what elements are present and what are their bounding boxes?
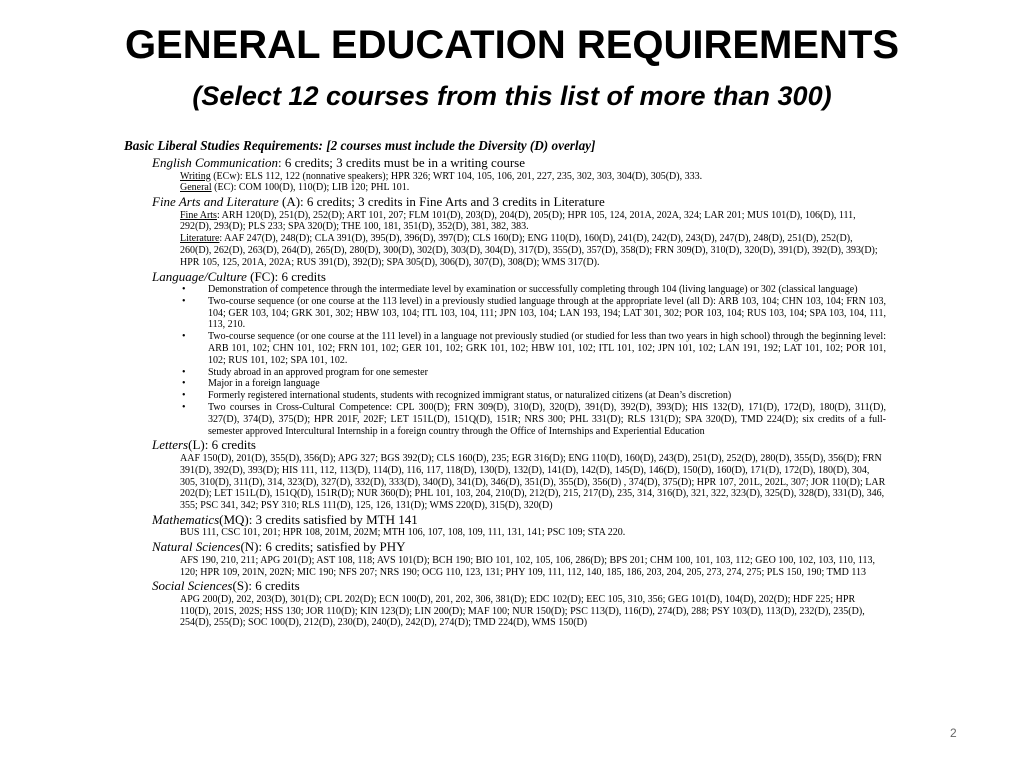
- section-credits: (MQ): 3 credits satisfied by MTH 141: [219, 511, 418, 527]
- section-name: Letters: [152, 437, 189, 453]
- general-courses: [180, 182, 886, 194]
- section-credits: (L): 6 credits: [188, 437, 256, 453]
- section-credits: (FC): 6 credits: [246, 268, 326, 284]
- section-letters: [152, 437, 886, 511]
- section-heading: [152, 194, 886, 210]
- section-heading: [152, 269, 886, 285]
- requirements-document: [124, 138, 886, 629]
- list-item: • Demonstration of competence through the intermediate level by examination or successfully completing through 104 (living language) or 302 (classical language): [180, 284, 886, 296]
- writing-label: Writing: [180, 170, 211, 182]
- literature-label: Literature: [180, 233, 220, 245]
- section-english-communication: [152, 155, 886, 194]
- social-sciences-courses: APG 200(D), 202, 203(D), 301(D); CPL 202(D); ECN 100(D), 201, 202, 306, 381(D); EDC 102(D); EEC 105, 310, 356; GEG 101(D), 104(D), 202(D); HDF 225; HPR 110(D), 201S, 202S; HSS 130; JOR 110(D); KIN 123(D); LIN 200(D); MAF 100; NUR 150(D); PSC 113(D), 116(D), 274(D), 288; PSY 103(D), 113(D), 232(D), 235(D), 254(D), 255(D); SOC 100(D), 212(D), 230(D), 240(D), 242(D), 274(D); TMD 224(D), WMS 150(D): [180, 593, 865, 629]
- section-name: English Communication: [152, 155, 279, 170]
- general-label: General: [180, 182, 212, 194]
- section-heading: [152, 539, 886, 555]
- fine-arts-text: : ARH 120(D), 251(D), 252(D); ART 101, 207; FLM 101(D), 203(D), 204(D), 205(D); HPR 105, 124, 201A, 202A, 324; LAR 201; MUS 101(D), 106(D), 111, 292(D), 293(D); PLS 233; SPA 320(D); THE 100, 181, 351(D), 352(D), 381, 382, 383.: [180, 209, 856, 233]
- mathematics-courses: BUS 111, CSC 101, 201; HPR 108, 201M, 202M; MTH 106, 107, 108, 109, 111, 131, 141; PSC 109; STA 220.: [180, 527, 626, 539]
- section-name: Social Sciences: [152, 578, 233, 594]
- slide-subtitle: (Select 12 courses from this list of more than 300): [192, 81, 832, 111]
- section-heading: [152, 578, 886, 594]
- fine-arts-courses: [180, 210, 886, 234]
- list-item: • Two-course sequence (or one course at the 113 level) in a previously studied language through at the appropriate level (all D): ARB 103, 104; CHN 103, 104; FRN 103, 104; GER 103, 104; GRK 301, 302; HBW 103, 104; ITL 103, 104, 111; JPN 103, 104; LAN 193, 194; LAT 301, 302; POR 103, 104; RUS 103, 104; SPA 103, 104, 111, 113, 210.: [180, 296, 886, 331]
- page-number: 2: [950, 726, 957, 740]
- list-item: • Formerly registered international students, students with recognized immigrant status, or naturalized citizens (at Dean’s discretion): [180, 390, 886, 402]
- section-name: Natural Sciences: [152, 539, 241, 555]
- section-fine-arts-literature: [152, 194, 886, 268]
- list-item: • Study abroad in an approved program for one semester: [180, 367, 886, 379]
- section-name: Language/Culture: [152, 268, 247, 284]
- fine-arts-label: Fine Arts: [180, 209, 217, 221]
- section-heading: [152, 437, 886, 453]
- letters-courses: AAF 150(D), 201(D), 355(D), 356(D); APG 327; BGS 392(D); CLS 160(D), 235; EGR 316(D); ENG 110(D), 160(D), 243(D), 251(D), 252(D), 280(D), 355(D), 356(D); FRN 391(D), 392(D), 393(D); HIS 111, 112, 113(D), 114(D), 116, 117, 118(D), 130(D), 132(D), 141(D), 142(D), 145(D), 146(D), 150(D), 160(D), 171(D), 172(D), 180(D), 304, 305, 310(D), 311(D), 314, 323(D), 327(D), 332(D), 333(D), 340(D), 341(D), 346(D), 351(D), 355(D), 356(D) , 374(D), 375(D); HPR 107, 201L, 202L, 307; JOR 110(D); LAR 202(D); LET 151L(D), 151Q(D), 151R(D); NUR 360(D); PHL 101, 103, 204, 210(D), 212(D), 215, 217(D), 235, 314, 316(D), 321, 322, 323(D), 325(D), 328(D), 331(D), 346, 355; PSC 341, 342; PSY 310; RLS 111(D), 125, 126, 131(D); WMS 220(D), 315(D), 320(D): [180, 452, 886, 512]
- literature-courses: [180, 233, 886, 268]
- section-mathematics: [152, 512, 886, 539]
- list-item: • Two-course sequence (or one course at the 111 level) in a language not previously studied (or studied for less than two years in high school) through the beginning level: ARB 101, 102; CHN 101, 102; FRN 101, 102; GER 101, 102; GRK 101, 102; HBW 101, 102; ITL 101, 102; JPN 101, 102; LAN 191, 192; LAT 101, 102; POR 101, 102; RUS 101, 102; SPA 101, 102.: [180, 331, 886, 366]
- natural-sciences-courses: AFS 190, 210, 211; APG 201(D); AST 108, 118; AVS 101(D); BCH 190; BIO 101, 102, 105, 106, 286(D); BPS 201; CHM 100, 101, 103, 112; GEO 100, 102, 103, 110, 113, 120; HPR 109, 201N, 202N; MIC 190; NFS 207; NRS 190; OCG 110, 123, 131; PHY 109, 111, 112, 140, 185, 186, 203, 204, 205, 273, 274, 275; PLS 150, 190; TMD 113: [180, 554, 876, 578]
- section-credits: (N): 6 credits; satisfied by PHY: [240, 539, 406, 555]
- section-name: Mathematics: [152, 511, 220, 527]
- list-item: • Major in a foreign language: [180, 378, 886, 390]
- section-name: Fine Arts and Literature: [152, 194, 279, 210]
- section-language-culture: [152, 269, 886, 438]
- section-credits: (S): 6 credits: [232, 578, 300, 594]
- section-heading: [152, 512, 886, 528]
- section-credits: : 6 credits; 3 credits must be in a writing course: [278, 155, 525, 170]
- writing-courses: [180, 171, 886, 183]
- section-natural-sciences: [152, 539, 886, 578]
- section-social-sciences: [152, 578, 886, 629]
- section-credits: (A): 6 credits; 3 credits in Fine Arts and 3 credits in Literature: [278, 194, 605, 210]
- language-options-list: [180, 284, 886, 437]
- slide-title: GENERAL EDUCATION REQUIREMENTS: [124, 23, 900, 67]
- section-heading: [152, 155, 886, 171]
- list-item: • Two courses in Cross-Cultural Competence: CPL 300(D); FRN 309(D), 310(D), 320(D), 391(D), 392(D), 393(D); HIS 132(D), 171(D), 172(D), 180(D), 311(D), 327(D), 374(D), 375(D); HPR 201F, 202F; LET 151L(D), 151Q(D), 151R; NRS 300; PHL 331(D); RLS 131(D); SPA 320(D), TMD 224(D); six credits of a full-semester approved Intercultural Internship in a foreign country through the Office of Internships and Experiential Education: [180, 402, 886, 437]
- document-heading: Basic Liberal Studies Requirements: [2 courses must include the Diversity (D) overlay]: [124, 138, 596, 153]
- writing-text: (ECw): ELS 112, 122 (nonnative speakers); HPR 326; WRT 104, 105, 106, 201, 227, 235, 302, 303, 304(D), 305(D), 333.: [210, 170, 703, 182]
- general-text: (EC): COM 100(D), 110(D); LIB 120; PHL 101.: [211, 182, 410, 194]
- literature-text: : AAF 247(D), 248(D); CLA 391(D), 395(D), 396(D), 397(D); CLS 160(D); ENG 110(D), 160(D), 241(D), 242(D), 243(D), 247(D), 248(D), 251(D), 252(D), 260(D), 262(D), 263(D), 264(D), 265(D), 280(D), 300(D), 302(D), 303(D), 304(D), 317(D), 355(D), 357(D), 358(D); FRN 309(D), 310(D), 320(D), 391(D), 392(D), 393(D); HPR 105, 125, 201A, 202A; RUS 391(D), 392(D); SPA 305(D), 306(D), 307(D), 308(D); WMS 317(D).: [180, 233, 878, 268]
